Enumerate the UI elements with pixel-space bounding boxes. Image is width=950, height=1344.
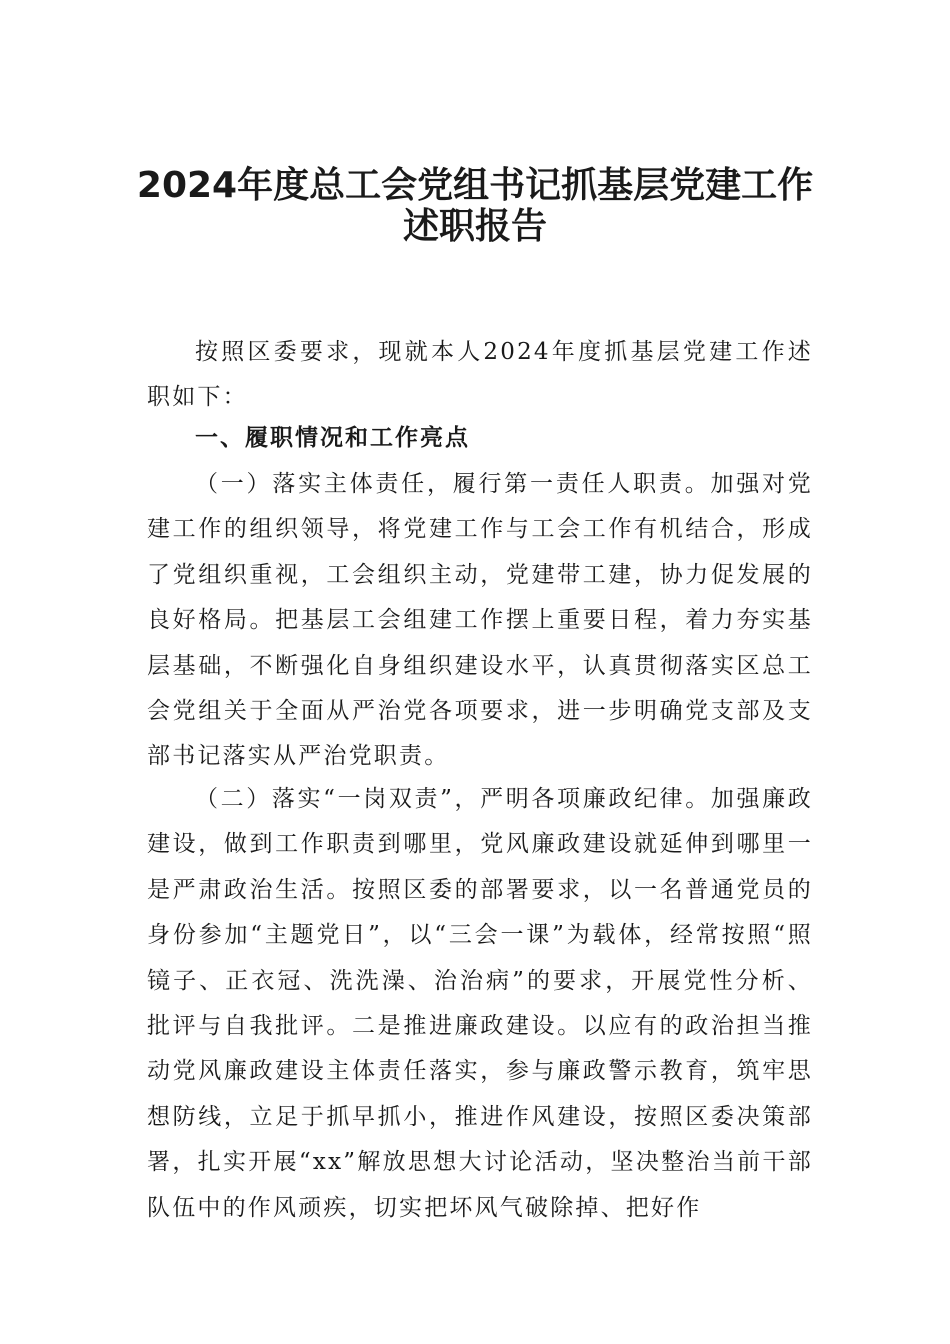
title-line-1: 2024年度总工会党组书记抓基层党建工作	[136, 165, 814, 206]
paragraph-2-lead: （二）落实“一岗双责”，严明各项廉政纪律。	[195, 786, 711, 812]
paragraph-1-lead: （一）落实主体责任，履行第一责任人职责。	[195, 471, 711, 497]
title-line-2: 述职报告	[402, 206, 547, 247]
paragraph-1	[147, 462, 813, 780]
intro-paragraph: 按照区委要求，现就本人2024年度抓基层党建工作述职如下：	[147, 339, 813, 411]
paragraph-1-text: 加强对党建工作的组织领导，将党建工作与工会工作有机结合，形成了党组织重视，工会组织主动，党建带工建，协力促发展的良好格局。把基层工会组建工作摆上重要日程，着力夯实基层基础，不断强化自身组织建设水平，认真贯彻落实区总工会党组关于全面从严治党各项要求，进一步明确党支部及支部书记落实从严治党职责。	[147, 471, 813, 770]
paragraph-2-text: 加强廉政建设，做到工作职责到哪里，党风廉政建设就延伸到哪里一是严肃政治生活。按照区委的部署要求，以一名普通党员的身份参加“主题党日”，以“三会一课”为载体，经常按照“照镜子、正衣冠、洗洗澡、治治病”的要求，开展党性分析、批评与自我批评。二是推进廉政建设。以应有的政治担当推动党风廉政建设主体责任落实，参与廉政警示教育，筑牢思想防线，立足于抓早抓小，推进作风建设，按照区委决策部署，扎实开展“xx”解放思想大讨论活动，坚决整治当前干部队伍中的作风顽疾，切实把坏风气破除掉、把好作	[147, 786, 813, 1221]
section-heading-1: 一、履职情况和工作亮点	[195, 425, 470, 451]
paragraph-2	[147, 777, 813, 1231]
